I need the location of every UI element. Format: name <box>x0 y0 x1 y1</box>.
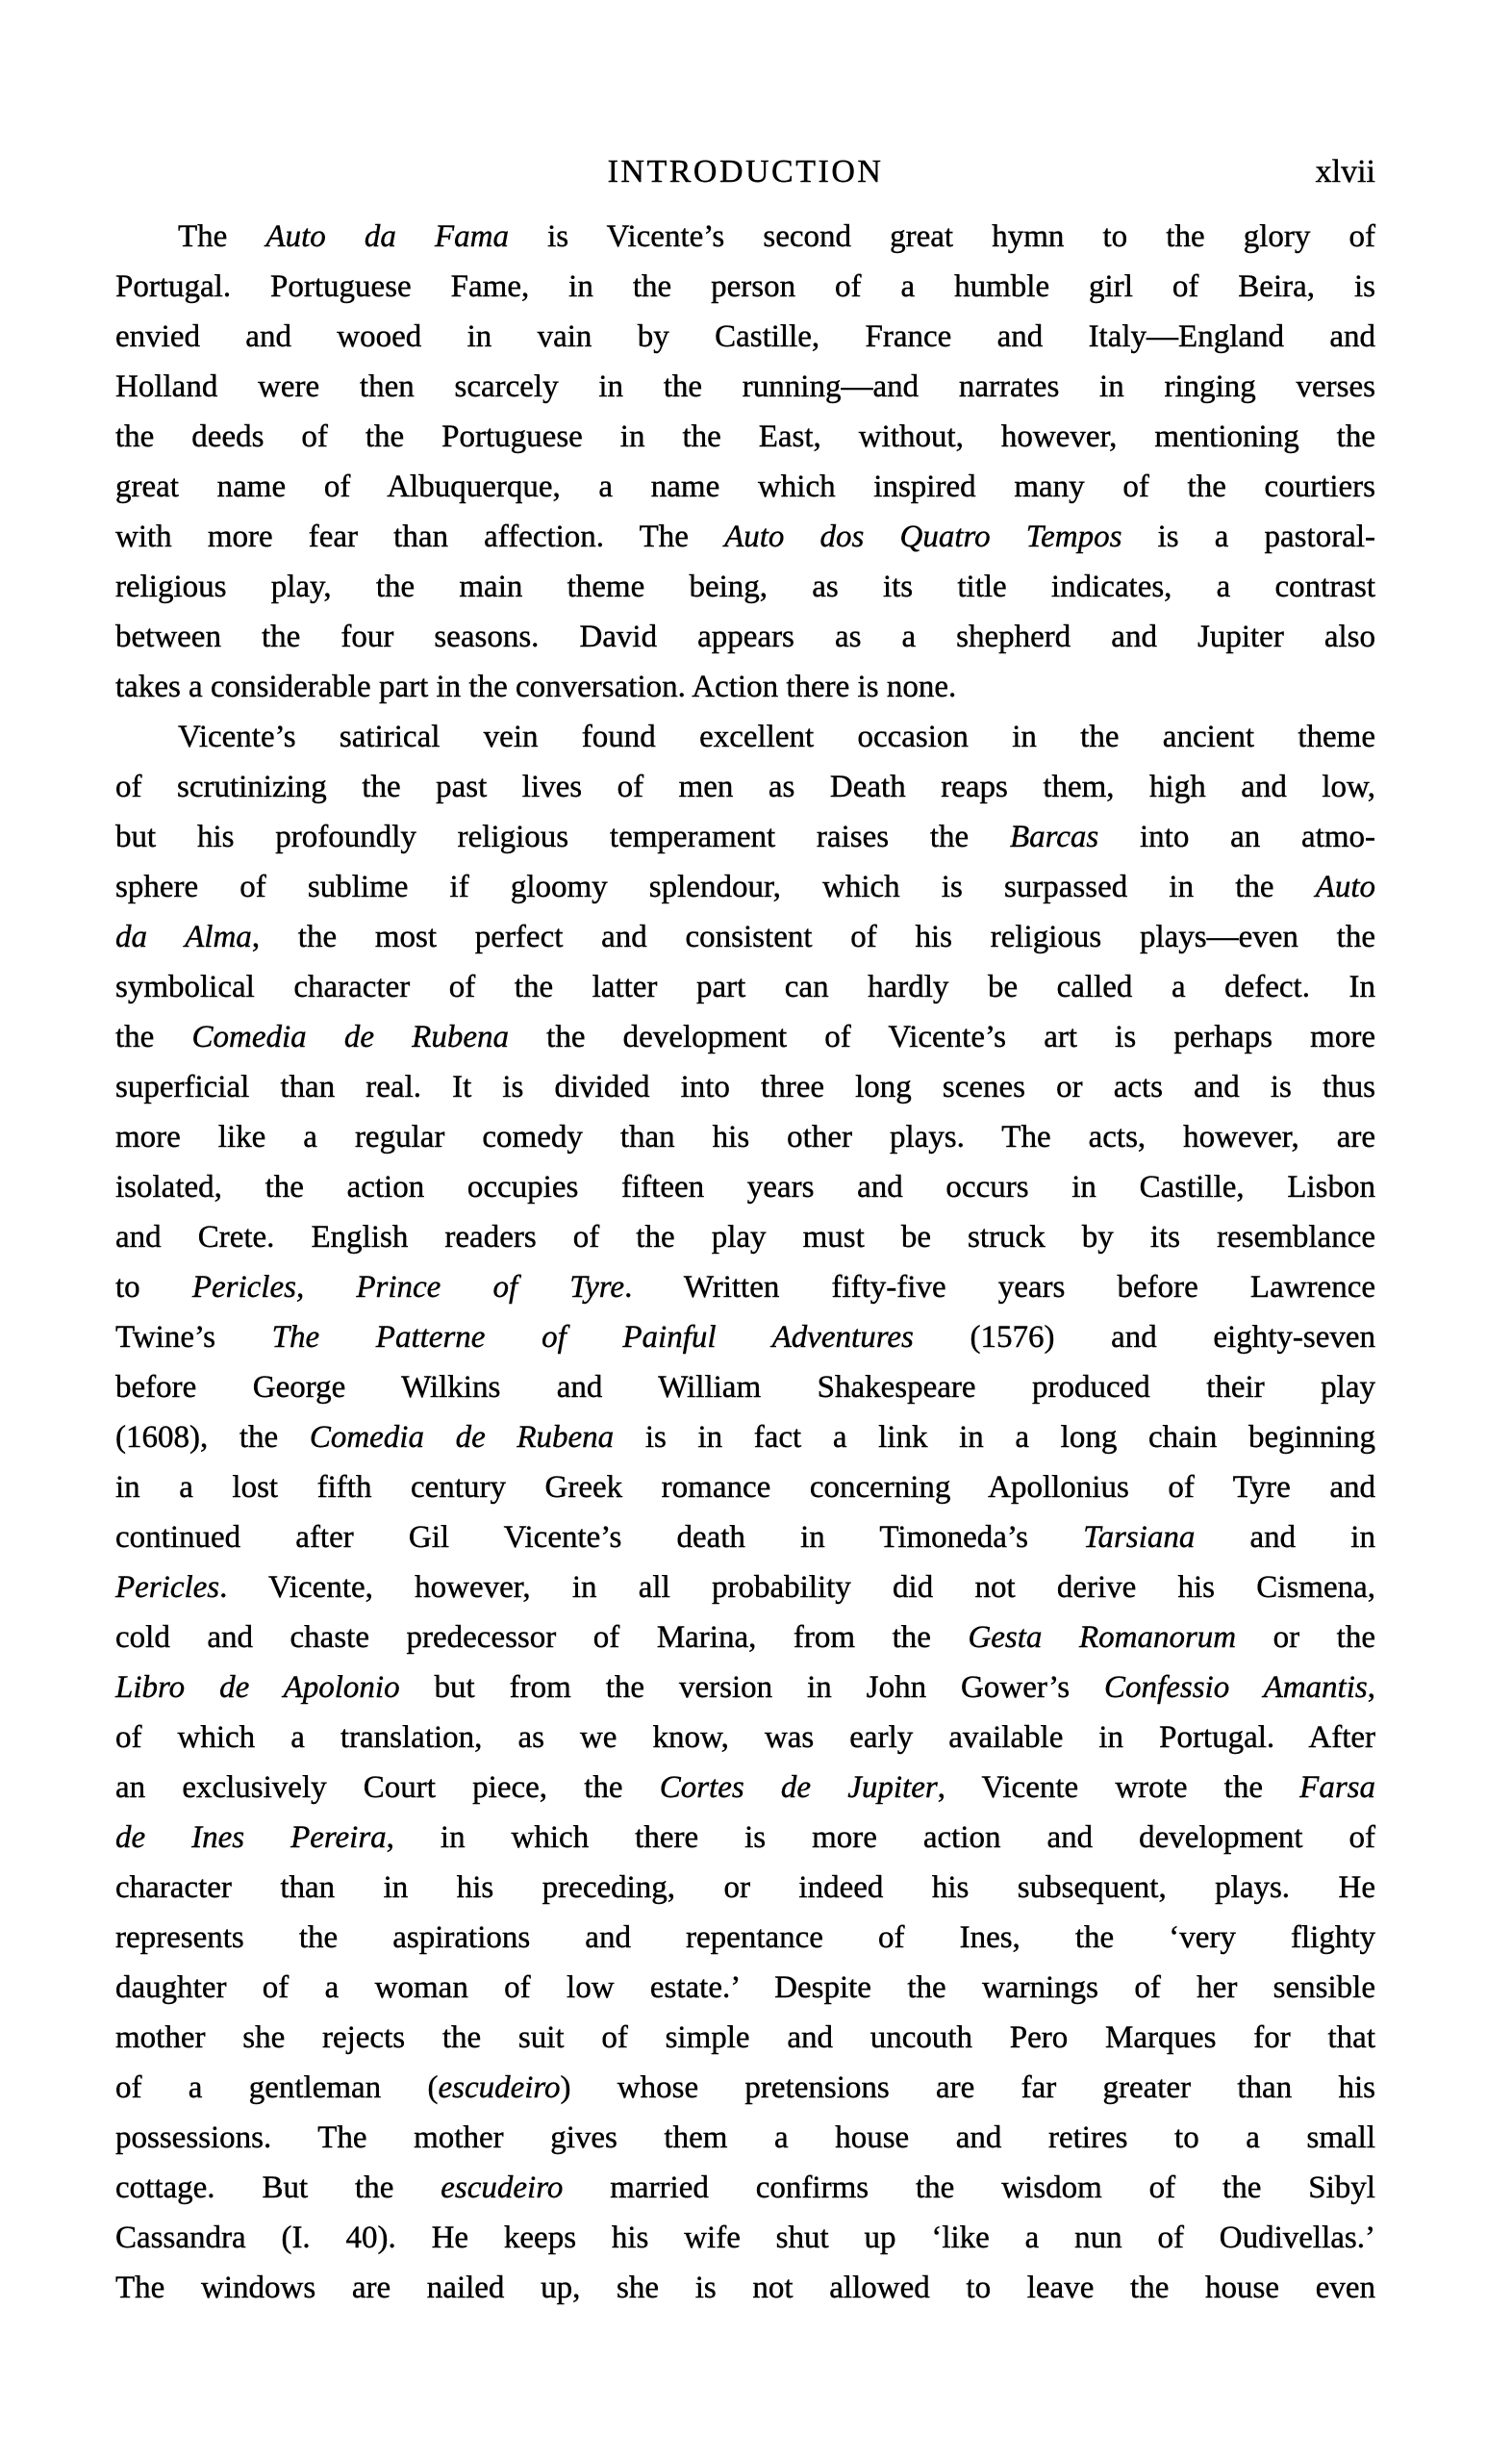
body-text <box>115 212 1375 2313</box>
text-line: Vicente’s satirical vein found excellent occasion in the ancient theme <box>178 720 1375 754</box>
paragraph <box>115 212 1375 712</box>
text-line: Portugal. Portuguese Fame, in the person of a humble girl of Beira, is <box>115 269 1375 304</box>
text-line: continued after Gil Vicente’s death in Timoneda’s Tarsiana and in <box>115 1520 1375 1555</box>
text-line: isolated, the action occupies fifteen years and occurs in Castille, Lisbon <box>115 1170 1375 1205</box>
text-line: with more fear than affection. The Auto dos Quatro Tempos is a pastoral- <box>115 520 1375 554</box>
text-line: superficial than real. It is divided into three long scenes or acts and is thus <box>115 1070 1375 1104</box>
text-line: Holland were then scarcely in the running—and narrates in ringing verses <box>115 369 1375 404</box>
text-line: Cassandra (I. 40). He keeps his wife shut up ‘like a nun of Oudivellas.’ <box>115 2221 1375 2255</box>
text-line: (1608), the Comedia de Rubena is in fact a link in a long chain beginning <box>115 1420 1376 1455</box>
text-line: religious play, the main theme being, as its title indicates, a contrast <box>115 570 1375 604</box>
text-line: Twine’s The Patterne of Painful Adventures (1576) and eighty-seven <box>115 1320 1375 1355</box>
text-line: before George Wilkins and William Shakespeare produced their play <box>115 1370 1375 1405</box>
text-line: The Auto da Fama is Vicente’s second great hymn to the glory of <box>178 219 1375 254</box>
text-line: great name of Albuquerque, a name which inspired many of the courtiers <box>115 470 1375 504</box>
text-line: sphere of sublime if gloomy splendour, which is surpassed in the Auto <box>115 870 1375 904</box>
running-header <box>115 154 1375 196</box>
text-line: symbolical character of the latter part can hardly be called a defect. In <box>115 970 1375 1004</box>
text-line: envied and wooed in vain by Castille, France and Italy—England and <box>115 319 1375 354</box>
text-line: represents the aspirations and repentance of Ines, the ‘very flighty <box>115 1920 1375 1955</box>
text-line: the Comedia de Rubena the development of Vicente’s art is perhaps more <box>115 1020 1375 1054</box>
text-line: Libro de Apolonio but from the version in John Gower’s Confessio Amantis, <box>115 1670 1375 1705</box>
text-line: more like a regular comedy than his other plays. The acts, however, are <box>115 1120 1375 1155</box>
paragraph <box>115 712 1375 2313</box>
text-line: the deeds of the Portuguese in the East, without, however, mentioning the <box>115 419 1375 454</box>
page-number: xlvii <box>1315 154 1375 190</box>
text-line: between the four seasons. David appears as a shepherd and Jupiter also <box>115 620 1375 654</box>
text-line: of which a translation, as we know, was early available in Portugal. After <box>115 1720 1375 1755</box>
text-line: an exclusively Court piece, the Cortes de Jupiter, Vicente wrote the Farsa <box>115 1770 1376 1805</box>
text-line: Pericles. Vicente, however, in all probability did not derive his Cismena, <box>115 1570 1375 1605</box>
text-line: The windows are nailed up, she is not allowed to leave the house even <box>115 2271 1375 2305</box>
text-line: but his profoundly religious temperament raises the Barcas into an atmo- <box>115 820 1376 854</box>
text-line: possessions. The mother gives them a house and retires to a small <box>115 2120 1375 2155</box>
page-title: INTRODUCTION <box>607 154 884 190</box>
text-line: to Pericles, Prince of Tyre. Written fifty-five years before Lawrence <box>115 1270 1375 1305</box>
text-line: da Alma, the most perfect and consistent of his religious plays—even the <box>115 920 1375 954</box>
text-line: mother she rejects the suit of simple and uncouth Pero Marques for that <box>115 2020 1375 2055</box>
text-line: takes a considerable part in the conversation. Action there is none. <box>115 670 957 704</box>
text-line: of a gentleman (escudeiro) whose pretensions are far greater than his <box>115 2070 1376 2105</box>
text-line: daughter of a woman of low estate.’ Despite the warnings of her sensible <box>115 1970 1375 2005</box>
text-line: of scrutinizing the past lives of men as Death reaps them, high and low, <box>115 770 1375 804</box>
text-line: character than in his preceding, or indeed his subsequent, plays. He <box>115 1870 1375 1905</box>
text-line: cottage. But the escudeiro married confirms the wisdom of the Sibyl <box>115 2170 1375 2205</box>
text-line: de Ines Pereira, in which there is more action and development of <box>115 1820 1376 1855</box>
text-line: cold and chaste predecessor of Marina, from the Gesta Romanorum or the <box>115 1620 1375 1655</box>
text-line: in a lost fifth century Greek romance concerning Apollonius of Tyre and <box>115 1470 1375 1505</box>
text-line: and Crete. English readers of the play must be struck by its resemblance <box>115 1220 1375 1255</box>
